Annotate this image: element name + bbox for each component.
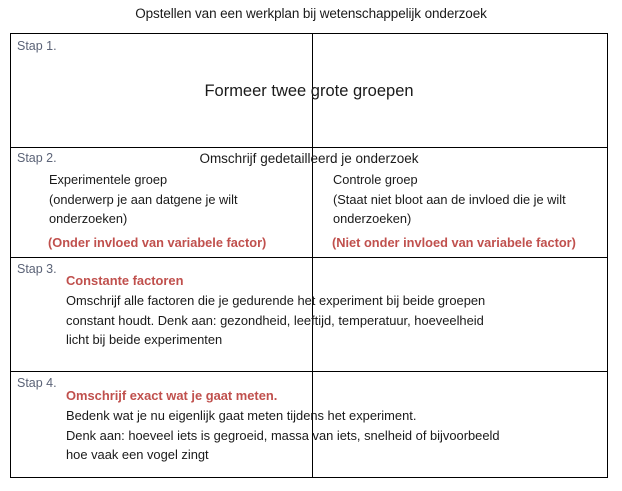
table-row-step-2 — [11, 147, 607, 257]
step-4-line-2: Denk aan: hoeveel iets is gegroeid, massa van iets, snelheid of bijvoorbeeld — [66, 427, 500, 443]
step-2-right-line-1: Controle groep — [333, 172, 418, 187]
step-2-heading: Omschrijf gedetailleerd je onderzoek — [199, 151, 419, 166]
table-row-step-3 — [11, 257, 607, 371]
step-1-heading: Formeer twee grote groepen — [204, 82, 414, 100]
step-3-red-heading: Constante factoren — [66, 273, 184, 288]
step-2-left-red-note: (Onder invloed van variabele factor) — [48, 234, 267, 250]
step-3-line-2: constant houdt. Denk aan: gezondheid, leeftijd, temperatuur, hoeveelheid — [66, 312, 484, 328]
step-4-red-heading: Omschrijf exact wat je gaat meten. — [66, 388, 278, 403]
step-2-right-line-2: (Staat niet bloot aan de invloed die je wilt — [333, 191, 566, 207]
step-label-2: Stap 2. — [17, 151, 57, 165]
step-2-right-red-note: (Niet onder invloed van variabele factor) — [332, 234, 576, 250]
step-3-line-3: licht bij beide experimenten — [66, 332, 223, 348]
workplan-table — [10, 33, 608, 478]
table-row-step-1 — [11, 34, 607, 147]
step-4-content — [66, 386, 591, 465]
step-4-line-3: hoe vaak een vogel zingt — [66, 447, 209, 463]
step-3-line-1: Omschrijf alle factoren die je gedurende het experiment bij beide groepen — [66, 292, 486, 308]
step-2-experimental-group-block — [49, 170, 311, 252]
step-2-right-line-3: onderzoeken) — [333, 211, 412, 226]
step-label-1: Stap 1. — [17, 39, 57, 53]
table-row-step-4 — [11, 371, 607, 479]
step-3-content — [66, 271, 591, 350]
step-2-left-line-2: (onderwerp je aan datgene je wilt — [49, 191, 238, 207]
step-2-left-line-3: onderzoeken) — [49, 211, 128, 226]
step-label-3: Stap 3. — [17, 262, 57, 276]
step-4-line-1: Bedenk wat je nu eigenlijk gaat meten tijdens het experiment. — [66, 407, 417, 423]
step-2-left-line-1: Experimentele groep — [49, 172, 168, 187]
step-2-control-group-block — [333, 170, 609, 252]
step-label-4: Stap 4. — [17, 376, 57, 390]
page-title: Opstellen van een werkplan bij wetenschappelijk onderzoek — [135, 6, 487, 21]
